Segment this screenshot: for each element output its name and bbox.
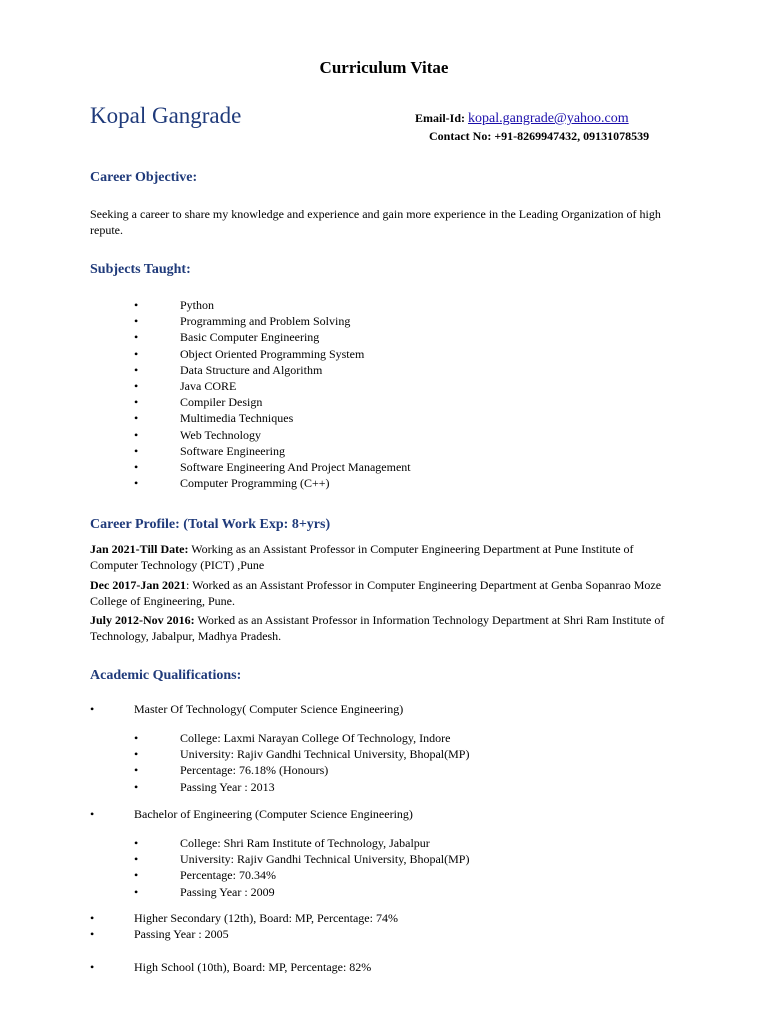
list-item <box>0 746 700 762</box>
list-item <box>0 427 700 443</box>
career-objective-text: Seeking a career to share my knowledge and experience and gain more experience in the Leading Organization of high repute. <box>90 207 661 237</box>
bullet: • <box>134 731 139 745</box>
bullet: • <box>134 395 139 410</box>
list-item <box>0 410 700 426</box>
career-entry-text: Working as an Assistant Professor in Computer Engineering Department at Pune Institute of Computer Technology (PICT) ,Pune <box>90 542 634 572</box>
list-item-text: College: Laxmi Narayan College Of Technology, Indore <box>180 731 451 745</box>
career-objective-heading: Career Objective: <box>90 170 198 185</box>
qualification-title: High School (10th), Board: MP, Percentage: 82% <box>134 960 372 974</box>
bullet: • <box>134 476 139 491</box>
bullet: • <box>134 346 139 361</box>
contact-line: Contact No: +91-8269947432, 09131078539 <box>429 129 650 143</box>
list-item-text: Computer Programming (C++) <box>180 476 330 491</box>
career-profile-heading: Career Profile: (Total Work Exp: 8+yrs) <box>90 517 331 532</box>
bullet: • <box>134 427 139 442</box>
career-entry-period: July 2012-Nov 2016: <box>90 613 195 627</box>
career-entry-period: Jan 2021-Till Date: <box>90 542 189 556</box>
bullet: • <box>134 459 139 474</box>
bullet: • <box>134 443 139 458</box>
bullet: • <box>134 298 139 312</box>
email-label: Email-Id: <box>415 111 466 125</box>
career-entry-text: : Worked as an Assistant Professor in Computer Engineering Department at Genba Sopanrao Moze College of Engineering, Pune. <box>90 578 662 608</box>
email-link[interactable]: kopal.gangrade@yahoo.com <box>468 111 629 126</box>
bullet: • <box>134 763 139 778</box>
bullet: • <box>134 836 139 850</box>
list-item <box>0 297 700 313</box>
list-item-text: University: Rajiv Gandhi Technical University, Bhopal(MP) <box>180 747 470 762</box>
list-item-text: Basic Computer Engineering <box>180 330 320 345</box>
list-item-text: Multimedia Techniques <box>180 411 294 426</box>
list-item <box>0 394 700 410</box>
list-item <box>0 459 700 475</box>
list-item-text: Higher Secondary (12th), Board: MP, Percentage: 74% <box>134 911 398 925</box>
list-item <box>0 378 700 394</box>
list-item-text: Object Oriented Programming System <box>180 346 365 361</box>
candidate-name: Kopal Gangrade <box>90 103 242 128</box>
bullet: • <box>134 884 139 899</box>
list-item-text: Java CORE <box>180 378 237 393</box>
list-item <box>0 835 700 851</box>
list-item <box>0 329 700 345</box>
list-item <box>0 313 700 329</box>
bullet: • <box>134 868 139 883</box>
list-item-text: Python <box>180 298 215 312</box>
list-item-text: Compiler Design <box>180 395 263 410</box>
bullet: • <box>134 314 139 329</box>
list-item-text: Data Structure and Algorithm <box>180 362 323 377</box>
list-item-text: Percentage: 76.18% (Honours) <box>180 763 329 778</box>
subjects-list <box>0 297 700 491</box>
career-entry-period: Dec 2017-Jan 2021 <box>90 578 186 592</box>
list-item <box>0 926 700 942</box>
list-item <box>0 851 700 867</box>
list-item <box>0 346 700 362</box>
bullet: • <box>134 362 139 377</box>
hsc-entry <box>0 910 700 942</box>
career-entry <box>90 541 680 573</box>
list-item <box>0 884 700 900</box>
list-item <box>0 762 700 778</box>
ssc-entry <box>0 959 700 975</box>
list-item-text: Passing Year : 2009 <box>180 884 275 899</box>
subjects-heading: Subjects Taught: <box>90 262 191 277</box>
bullet: • <box>134 330 139 345</box>
bullet: • <box>90 927 95 942</box>
list-item-text: Software Engineering And Project Management <box>180 459 411 474</box>
list-item-text: Software Engineering <box>180 443 285 458</box>
list-item <box>0 910 700 926</box>
list-item <box>0 867 700 883</box>
list-item-text: Passing Year : 2005 <box>134 927 229 942</box>
bullet: • <box>90 960 95 974</box>
list-item <box>0 443 700 459</box>
bullet: • <box>90 702 95 716</box>
bullet: • <box>134 378 139 393</box>
list-item-text: Percentage: 70.34% <box>180 868 276 883</box>
bullet: • <box>90 911 95 925</box>
list-item-text: Passing Year : 2013 <box>180 779 275 794</box>
mtech-entry <box>0 701 700 717</box>
email-line <box>415 111 629 127</box>
list-item-text: University: Rajiv Gandhi Technical University, Bhopal(MP) <box>180 852 470 867</box>
list-item <box>0 475 700 491</box>
bullet: • <box>134 852 139 867</box>
list-item <box>0 779 700 795</box>
list-item-text: Programming and Problem Solving <box>180 314 351 329</box>
bullet: • <box>134 747 139 762</box>
bullet: • <box>90 807 95 821</box>
list-item <box>0 730 700 746</box>
career-entry <box>90 577 680 609</box>
academic-heading: Academic Qualifications: <box>90 668 242 683</box>
list-item-text: Web Technology <box>180 427 261 442</box>
bullet: • <box>134 779 139 794</box>
qualification-title: Bachelor of Engineering (Computer Science Engineering) <box>134 807 413 821</box>
list-item-text: College: Shri Ram Institute of Technology, Jabalpur <box>180 836 430 850</box>
mtech-details <box>0 730 700 795</box>
bullet: • <box>134 411 139 426</box>
document-title: Curriculum Vitae <box>319 58 449 77</box>
career-entry-text: Worked as an Assistant Professor in Information Technology Department at Shri Ram Institute of Technology, Jabalpur, Madhya Pradesh. <box>90 613 665 643</box>
career-entry <box>90 612 680 644</box>
list-item <box>0 362 700 378</box>
be-details <box>0 835 700 900</box>
be-entry <box>0 806 700 822</box>
qualification-title: Master Of Technology( Computer Science Engineering) <box>134 702 404 716</box>
